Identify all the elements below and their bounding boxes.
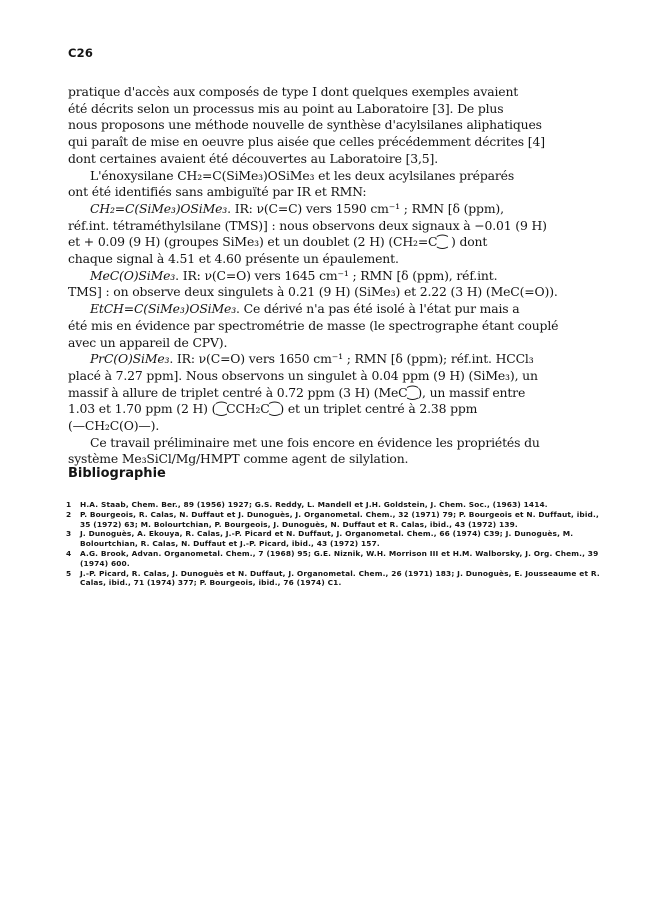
reference-item: [66, 529, 606, 549]
butyrylsilane-paragraph: [68, 351, 604, 435]
text-line: (—CH₂C(O)—).: [68, 418, 160, 434]
text-line: placé à 7.27 ppm]. Nous observons un singulet à 0.04 ppm (9 H) (SiMe₃), un: [68, 367, 538, 383]
reference-number: 5: [66, 568, 72, 578]
acetylsilane-paragraph: [68, 268, 604, 301]
compound-name: PrC(O)SiMe₃: [90, 351, 170, 367]
text-line: été mis en évidence par spectrométrie de masse (le spectrographe étant couplé: [68, 317, 559, 333]
text-line: pratique d'accès aux composés de type I dont quelques exemples avaient: [68, 84, 519, 99]
intro-paragraph: [68, 84, 604, 168]
reference-item: [66, 549, 606, 569]
reference-number: 1: [66, 500, 72, 509]
compound-name: CH₂=C(SiMe₃)OSiMe₃: [90, 200, 228, 216]
text-line: système Me₃SiCl/Mg/HMPT comme agent de silylation.: [68, 451, 409, 467]
text-line: Ce travail préliminaire met une fois encore en évidence les propriétés du: [90, 434, 540, 450]
bibliography-heading: Bibliographie: [68, 466, 166, 481]
text-line: avec un appareil de CPV).: [68, 334, 228, 350]
text-line: nous proposons une méthode nouvelle de synthèse d'acylsilanes aliphatiques: [68, 117, 542, 133]
compound-name: MeC(O)SiMe₃: [90, 267, 176, 283]
reference-item: [66, 569, 606, 589]
ethylenoxysilane-paragraph: [68, 301, 604, 351]
text-line: ont été identifiés sans ambiguïté par IR et RMN:: [68, 184, 367, 200]
text-line: . IR: ν(C=C) vers 1590 cm⁻¹ ; RMN [δ (ppm),: [227, 200, 504, 216]
reference-number: 2: [66, 509, 72, 519]
text-line: été décrits selon un processus mis au point au Laboratoire [3]. De plus: [68, 100, 504, 116]
reference-text: J. Dunoguès, A. Ekouya, R. Calas, J.-P. Picard et N. Duffaut, J. Organometal. Chem., 66 (1974) C39; J. Dunoguès, M. Bolourtchian, R. Calas, N. Duffaut et J.-P. Picard, ibid., 43 (1972) 157.: [80, 529, 574, 549]
reference-text: A.G. Brook, Advan. Organometal. Chem., 7 (1968) 95; G.E. Niznik, W.H. Morrison III et H.M. Walborsky, J. Org. Chem., 39 (1974) 600.: [80, 548, 599, 568]
body-text: [68, 84, 604, 468]
reference-list: [66, 500, 606, 588]
page-number: C26: [68, 46, 94, 60]
text-line: . Ce dérivé n'a pas été isolé à l'état pur mais a: [236, 301, 520, 317]
text-line: . IR: ν(C=O) vers 1650 cm⁻¹ ; RMN [δ (ppm); réf.int. HCCl₃: [169, 351, 534, 367]
text-line: qui paraît de mise en oeuvre plus aisée que celles précédemment décrites [4]: [68, 134, 545, 150]
compound-name: EtCH=C(SiMe₃)OSiMe₃: [90, 301, 237, 317]
reference-text: P. Bourgeois, R. Calas, N. Duffaut et J. Dunoguès, J. Organometal. Chem., 32 (1971) 79; P. Bourgeois et N. Duffaut, ibid., 35 (1972) 63; M. Bolourtchian, P. Bourgeois, J. Dunoguès, N. Duffaut et R. Calas, ibid., 43 (1972) 139.: [80, 509, 599, 529]
identification-paragraph: [68, 168, 604, 201]
text-line: TMS] : on observe deux singulets à 0.21 (9 H) (SiMe₃) et 2.22 (3 H) (MeC(=O)).: [68, 284, 558, 300]
text-line: 1.03 et 1.70 ppm (2 H) (⁐CCH₂C⁐) et un triplet centré à 2.38 ppm: [68, 401, 478, 417]
enoxysilane-paragraph: [68, 201, 604, 268]
text-line: réf.int. tétraméthylsilane (TMS)] : nous observons deux signaux à −0.01 (9 H): [68, 217, 547, 233]
conclusion-paragraph: [68, 435, 604, 468]
reference-text: H.A. Staab, Chem. Ber., 89 (1956) 1927; G.S. Reddy, L. Mandell et J.H. Goldstein, J. Chem. Soc., (1963) 1414.: [80, 500, 548, 509]
reference-item: [66, 500, 606, 510]
text-line: L'énoxysilane CH₂=C(SiMe₃)OSiMe₃ et les deux acylsilanes préparés: [90, 167, 515, 183]
text-line: chaque signal à 4.51 et 4.60 présente un épaulement.: [68, 251, 399, 267]
reference-text: J.-P. Picard, R. Calas, J. Dunoguès et N. Duffaut, J. Organometal. Chem., 26 (1971) 183; J. Dunoguès, E. Jousseaume et R. Calas, ibid., 71 (1974) 377; P. Bourgeois, ibid., 76 (1974) C1.: [80, 568, 600, 588]
reference-number: 4: [66, 548, 72, 558]
reference-number: 3: [66, 529, 72, 539]
text-line: et + 0.09 (9 H) (groupes SiMe₃) et un doublet (2 H) (CH₂=C⁐ ) dont: [68, 234, 488, 250]
text-line: . IR: ν(C=O) vers 1645 cm⁻¹ ; RMN [δ (ppm), réf.int.: [175, 267, 498, 283]
text-line: dont certaines avaient été découvertes au Laboratoire [3,5].: [68, 150, 439, 166]
text-line: massif à allure de triplet centré à 0.72 ppm (3 H) (MeC⁐), un massif entre: [68, 384, 526, 400]
reference-item: [66, 510, 606, 530]
